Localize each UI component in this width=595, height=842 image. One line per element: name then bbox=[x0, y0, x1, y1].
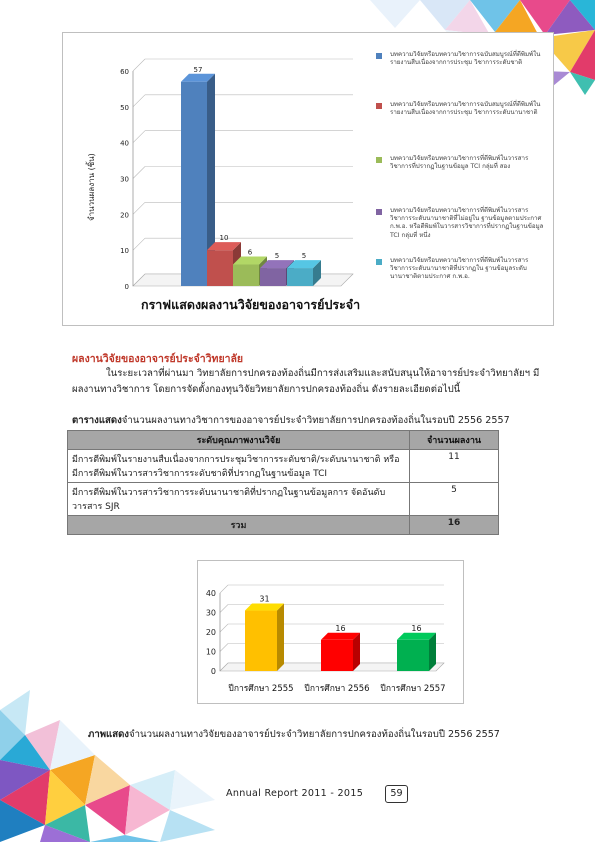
x-category-label: ปีการศึกษา 2556 bbox=[304, 684, 370, 694]
bar bbox=[321, 640, 353, 671]
bar bbox=[181, 82, 207, 286]
legend-swatch bbox=[376, 53, 382, 59]
legend-swatch bbox=[376, 157, 382, 163]
table-caption bbox=[72, 413, 510, 428]
gridline bbox=[133, 202, 145, 214]
bar bbox=[207, 250, 233, 286]
x-category-label: ปีการศึกษา 2555 bbox=[228, 684, 294, 694]
table-caption-text: จำนวนผลงานทางวิชาการของอาจารย์ประจำวิทยาลัยการปกครองท้องถิ่นในรอบปี 2556 2557 bbox=[121, 415, 510, 426]
section-paragraph: ในระยะเวลาที่ผ่านมา วิทยาลัยการปกครองท้องถิ่นมีการส่งเสริมและสนับสนุนให้อาจารย์ประจำวิทยาลัยฯ มีผลงานทางวิชาการ โดยการจัดตั้งกองทุนวิจัยวิทยาลัยการปกครองท้องถิ่น ดังรายละเอียดต่อไปนี้ bbox=[72, 368, 540, 395]
chart1-title: กราฟแสดงผลงานวิจัยของอาจารย์ประจำ bbox=[141, 297, 361, 312]
y-tick-label: 40 bbox=[120, 139, 129, 148]
legend-label: บทความวิจัยหรือบทความวิชาการที่ตีพิมพ์ในวารสารวิชาการระดับนานาชาติที่ปรากฏใน ฐานข้อมูลระดับนานาชาติตามประกาศ ก.พ.อ. bbox=[390, 257, 529, 281]
table-total-label: รวม bbox=[68, 516, 410, 535]
table-caption-bold: ตารางแสดง bbox=[72, 415, 122, 426]
research-quality-table bbox=[67, 430, 499, 535]
y-tick-label: 50 bbox=[120, 103, 129, 112]
legend-label: บทความวิจัยหรือบทความวิชาการที่ตีพิมพ์ในวารสารวิชาการที่ปรากฏในฐานข้อมูล TCI กลุ่มที่ สอง bbox=[390, 155, 529, 171]
bar bbox=[397, 640, 429, 671]
bar bbox=[233, 265, 259, 287]
legend-label: บทความวิจัยหรือบทความวิชาการฉบับสมบูรณ์ที่ตีพิมพ์ในรายงานสืบเนื่องจากการประชุม วิชาการระดับนานาชาติ bbox=[390, 101, 541, 117]
table-row bbox=[68, 450, 499, 483]
data-label: 16 bbox=[335, 623, 346, 633]
table-row bbox=[68, 483, 499, 516]
gridline bbox=[133, 95, 145, 107]
table-cell-count: 11 bbox=[410, 450, 499, 483]
y-tick-label: 60 bbox=[120, 68, 129, 76]
legend-label: บทความวิจัยหรือบทความวิชาการที่ตีพิมพ์ในวารสารวิชาการระดับนานาชาติที่ไม่อยู่ใน ฐานข้อมูลตามประกาศ ก.พ.อ. หรือตีพิมพ์ในวารสารวิชาการที่ปรากฏในฐานข้อมูล TCI กลุ่มที่ หนึ่ง bbox=[390, 207, 544, 239]
x-category-label: ปีการศึกษา 2557 bbox=[380, 684, 446, 694]
y-tick-label: 10 bbox=[205, 647, 216, 657]
gridline bbox=[220, 624, 228, 632]
y-tick-label: 20 bbox=[205, 628, 216, 637]
y-tick-label: 30 bbox=[120, 175, 129, 184]
data-label: 31 bbox=[259, 594, 270, 604]
legend-swatch bbox=[376, 259, 382, 265]
page-number: 59 bbox=[385, 785, 408, 803]
yearly-output-chart bbox=[197, 560, 464, 704]
y-tick-label: 30 bbox=[205, 608, 216, 618]
table-header-count: จำนวนผลงาน bbox=[410, 431, 499, 450]
y-tick-label: 10 bbox=[120, 247, 129, 256]
data-label: 5 bbox=[301, 252, 307, 261]
figure-caption bbox=[88, 727, 500, 742]
gridline bbox=[220, 644, 228, 652]
data-label: 10 bbox=[219, 234, 229, 243]
table-cell-count: 5 bbox=[410, 483, 499, 516]
footer-report-title: Annual Report 2011 - 2015 bbox=[226, 788, 364, 799]
y-tick-label: 0 bbox=[210, 667, 216, 676]
table-header-level: ระดับคุณภาพงานวิจัย bbox=[68, 431, 410, 450]
data-label: 16 bbox=[411, 623, 422, 633]
figure-caption-bold: ภาพแสดง bbox=[88, 729, 129, 740]
gridline bbox=[133, 238, 145, 250]
gridline bbox=[133, 131, 145, 143]
decorative-triangles-bottom-left bbox=[0, 690, 230, 842]
legend-swatch bbox=[376, 209, 382, 215]
chart1-y-axis-label: จำนวนผลงาน (ชิ้น) bbox=[87, 153, 96, 221]
section-heading: ผลงานวิจัยของอาจารย์ประจำวิทยาลัย bbox=[72, 353, 244, 365]
bar-side bbox=[277, 604, 284, 671]
gridline bbox=[220, 585, 228, 593]
chart2-plot bbox=[198, 561, 463, 703]
data-label: 57 bbox=[193, 65, 203, 74]
legend-item bbox=[376, 51, 546, 67]
legend-swatch bbox=[376, 103, 382, 109]
bar bbox=[287, 268, 313, 286]
table-header-row bbox=[68, 431, 499, 450]
table-total-value: 16 bbox=[410, 516, 499, 535]
data-label: 6 bbox=[247, 248, 253, 257]
gridline bbox=[133, 59, 145, 71]
figure-caption-text: จำนวนผลงานทางวิจัยของอาจารย์ประจำวิทยาลัยการปกครองท้องถิ่นในรอบปี 2556 2557 bbox=[129, 729, 500, 740]
data-label: 5 bbox=[274, 252, 280, 261]
legend-item bbox=[376, 207, 546, 240]
legend-item bbox=[376, 155, 546, 171]
bar bbox=[260, 268, 286, 286]
research-output-chart bbox=[62, 32, 554, 326]
gridline bbox=[220, 605, 228, 613]
bar bbox=[245, 611, 277, 671]
table-cell-level: มีการตีพิมพ์ในรายงานสืบเนื่องจากการประชุมวิชาการระดับชาติ/ระดับนานาชาติ หรือมีการตีพิมพ์ในวารสารวิชาการระดับชาติที่ปรากฏในฐานข้อมูล TCI bbox=[68, 450, 410, 483]
gridline bbox=[133, 167, 145, 179]
table-cell-level: มีการตีพิมพ์ในวารสารวิชาการระดับนานาชาติที่ปรากฏในฐานข้อมูลการ จัดอันดับวารสาร SJR bbox=[68, 483, 410, 516]
legend-label: บทความวิจัยหรือบทความวิชาการฉบับสมบูรณ์ที่ตีพิมพ์ในรายงานสืบเนื่องจากการประชุม วิชาการระดับชาติ bbox=[390, 51, 541, 67]
legend-item bbox=[376, 257, 546, 282]
y-tick-label: 40 bbox=[205, 589, 216, 598]
table-total-row bbox=[68, 516, 499, 535]
y-tick-label: 20 bbox=[120, 211, 129, 220]
y-tick-label: 0 bbox=[124, 283, 129, 291]
legend-item bbox=[376, 101, 546, 117]
